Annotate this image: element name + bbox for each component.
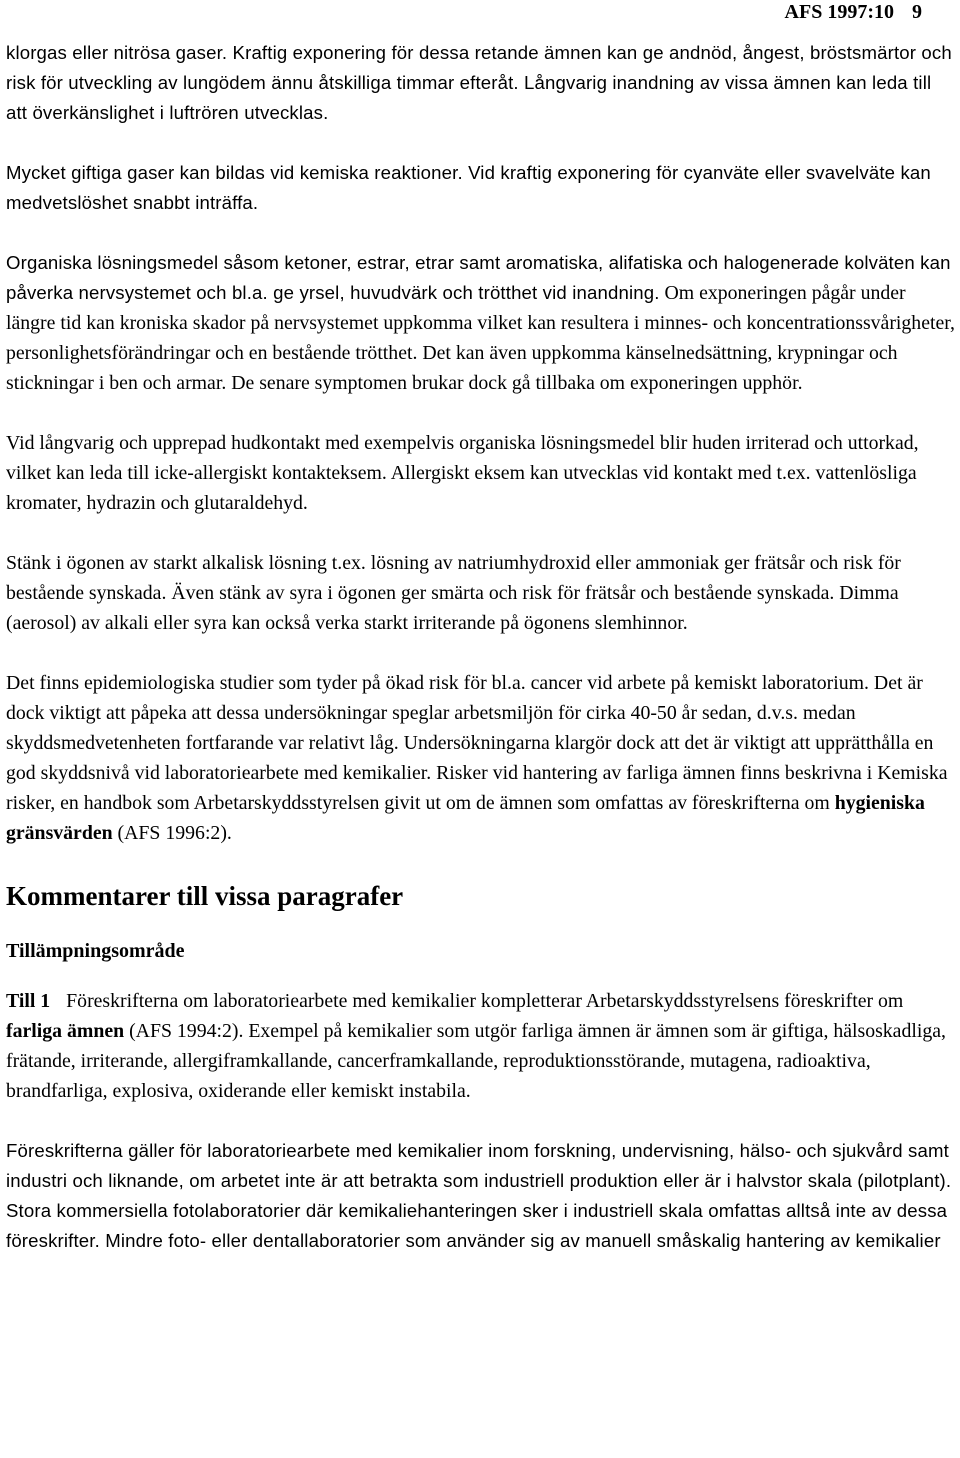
organic-solvents-chronic: Om exponeringen pågår under längre tid kan kroniska skador på nervsystemet uppkomma vilket kan resultera i minnes- och koncentrationssvårigheter, personlighetsförändringar och en bestående trötthet. Det kan även uppkomma känselnedsättning, krypningar och stickningar i ben och armar. De senare symptomen brukar dock gå tillbaka om exponeringen upphör. bbox=[6, 282, 955, 394]
paragraph-till-1 bbox=[6, 986, 956, 1106]
till-1-text: Föreskrifterna om laboratoriearbete med kemikalier kompletterar Arbetarskyddsstyrelsens föreskrifter om bbox=[66, 990, 904, 1012]
till-1-continuation: (AFS 1994:2). Exempel på kemikalier som utgör farliga ämnen är ämnen som är giftiga, hälsoskadliga, frätande, irriterande, allergiframkallande, cancerframkallande, reproduktionsstörande, mutagena, radioaktiva, brandfarliga, explosiva, oxiderande eller kemiskt instabila. bbox=[6, 1020, 946, 1102]
paragraph-toxic-gases: Mycket giftiga gaser kan bildas vid kemiska reaktioner. Vid kraftig exponering för cyanväte eller svavelväte kan medvetslöshet snabbt inträffa. bbox=[6, 162, 931, 213]
epidemiology-reference: (AFS 1996:2). bbox=[112, 822, 232, 844]
section-title: Kommentarer till vissa paragrafer bbox=[6, 881, 404, 911]
till-1-label: Till 1 bbox=[6, 990, 51, 1012]
section-subtitle: Tillämpningsområde bbox=[6, 940, 185, 962]
farliga-amnen-term: farliga ämnen bbox=[6, 1020, 125, 1042]
page-number: 9 bbox=[912, 1, 922, 23]
document-reference: AFS 1997:10 bbox=[784, 1, 894, 23]
paragraph-organic-solvents bbox=[6, 248, 956, 398]
paragraph-eye-splash: Stänk i ögonen av starkt alkalisk lösning t.ex. lösning av natriumhydroxid eller ammoniak ger frätsår och risk för bestående synskada. Även stänk av syra i ögonen ger smärta och risk för frätsår och bestående synskada. Dimma (aerosol) av alkali eller syra kan också verka starkt irriterande på ögonens slemhinnor. bbox=[6, 552, 901, 634]
organic-solvents-intro: Organiska lösningsmedel såsom ketoner, estrar, etrar samt aromatiska, alifatiska och halogenerade kolväten kan påverka nervsystemet och bl.a. ge yrsel, huvudvärk och trötthet vid inandning. bbox=[6, 252, 951, 303]
paragraph-epidemiology bbox=[6, 668, 956, 848]
document-body bbox=[6, 38, 956, 1256]
hygieniska-gransvarden-term: hygieniska gränsvärden bbox=[6, 792, 925, 844]
epidemiology-text: Det finns epidemiologiska studier som tyder på ökad risk för bl.a. cancer vid arbete på kemiskt laboratorium. Det är dock viktigt att påpeka att dessa undersökningar speglar arbetsmiljön för cirka 40-50 år sedan, d.v.s. medan skyddsmedvetenheten fortfarande var relativt låg. Undersökningarna klargör dock att det är viktigt att upprätthålla en god skyddsnivå vid laboratoriearbete med kemikalier. Risker vid hantering av farliga ämnen finns beskrivna i Kemiska risker, en handbok som Arbetarskyddsstyrelsen givit ut om de ämnen som omfattas av föreskrifterna om bbox=[6, 672, 948, 814]
paragraph-respiratory-irritants: klorgas eller nitrösa gaser. Kraftig exponering för dessa retande ämnen kan ge andnöd, ångest, bröstsmärtor och risk för utveckling av lungödem ännu åtskilliga timmar efteråt. Långvarig inandning av vissa ämnen kan leda till att överkänslighet i luftrören utvecklas. bbox=[6, 42, 952, 123]
page-header bbox=[785, 0, 922, 24]
paragraph-skin-contact: Vid långvarig och upprepad hudkontakt med exempelvis organiska lösningsmedel blir huden irriterad och uttorkad, vilket kan leda till icke-allergiskt kontakteksem. Allergiskt eksem kan utvecklas vid kontakt med t.ex. vattenlösliga kromater, hydrazin och glutaraldehyd. bbox=[6, 432, 919, 514]
paragraph-scope: Föreskrifterna gäller för laboratoriearbete med kemikalier inom forskning, undervisning, hälso- och sjukvård samt industri och liknande, om arbetet inte är att betrakta som industriell produktion eller är i halvstor skala (pilotplant). Stora kommersiella fotolaboratorier där kemikaliehanteringen sker i industriell skala omfattas alltså inte av dessa föreskrifter. Mindre foto- eller dentallaboratorier som använder sig av manuell småskalig hantering av kemikalier bbox=[6, 1140, 952, 1251]
